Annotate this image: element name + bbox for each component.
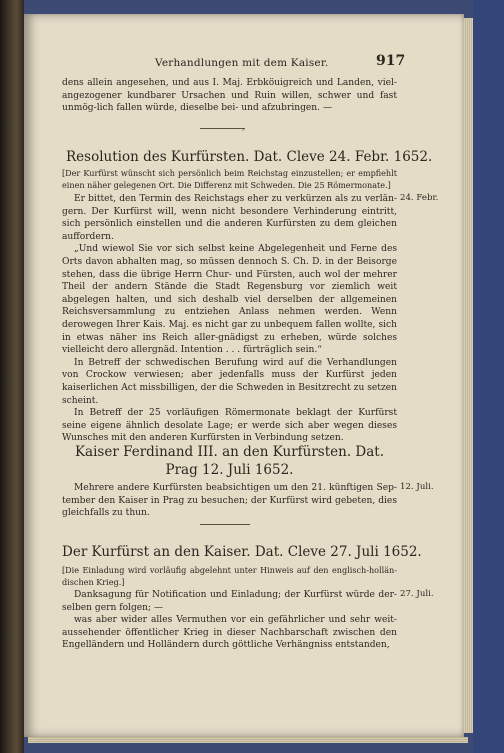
section-summary-resolution: [Der Kurfürst wünscht sich persönlich beim Reichstag einzustellen; er empfiehlt einen näher gelegenen Ort. Die Differenz mit Schweden. Die 25 Römermonate.] [62, 168, 397, 190]
section-summary-kurfuerst: [Die Einladung wird vorläufig abgelehnt unter Hinweis auf den englisch-hollän-dischen Krieg.] [62, 565, 397, 587]
paragraph: Er bittet, den Termin des Reichstags eher zu verkürzen als zu verlän-gern. Der Kurfürst will, wenn nicht besondere Verhinderung eintritt, sich persönlich einstellen und die anderen Kurfürsten zu dem gleichen auffordern. [62, 194, 397, 242]
intro-paragraph: dens allein angesehen, und aus I. Maj. Erbköuigreich und Landen, viel-angezogener kundbarer Ursachen und Ruin willen, schwer und fast unmög-lich fallen würde, dieselbe bei- und afzubringen. — [62, 78, 397, 114]
book-spine [0, 0, 24, 753]
divider [200, 128, 245, 129]
section-heading-kurfuerst: Der Kurfürst an den Kaiser. Dat. Cleve 27. Juli 1652. [62, 544, 422, 560]
paragraph: „Und wiewol Sie vor sich selbst keine Abgelegenheit und Ferne des Orts davon abhalten mag, so müssen dennoch S. Ch. D. in der Beisorge stehen, dass die übrige Herrn Chur- und Fürsten, auch wol der mehrer Theil der andern Stände die Stadt Regensburg vor ziemlich weit abgelegen halten, und sich deshalb viel derselben der allgemeinen Reichsversammlung zu entziehen Anlass nehmen werden. Wenn derowegen Ihrer Kais. Maj. es nicht gar zu unbequem fallen wollte, sich in etwas näher ins Reich aller-gnädigst zu erheben, würde solches vielleicht dero allergnäd. Intention . . . fürträglich sein.“ [62, 244, 397, 356]
paragraph: In Betreff der 25 vorläufigen Römermonate beklagt der Kurfürst seine eigene ähnlich desolate Lage; er werde sich aber wegen dieses Wunsches mit den anderen Kurfürsten in Verbindung setzen. [62, 408, 397, 444]
page-number: 917 [376, 53, 406, 69]
book-cover-cloth [473, 0, 504, 753]
margin-date: 27. Juli. [400, 589, 434, 599]
running-title: Verhandlungen mit dem Kaiser. [155, 57, 329, 69]
section-body-kaiser-ferdinand [62, 482, 397, 520]
paragraph: was aber wider alles Vermuthen vor ein gefährlicher und sehr weit-aussehender öffentlicher Krieg in dieser Nachbarschaft zwischen den Engelländern und Holländern durch göttliche Verhängniss entstanden, [62, 615, 397, 651]
divider [200, 524, 250, 525]
section-heading-resolution: Resolution des Kurfürsten. Dat. Cleve 24. Febr. 1652. [66, 149, 433, 165]
paragraph: In Betreff der schwedischen Berufung wird auf die Verhandlungen von Crockow verwiesen; aber jedenfalls muss der Kurfürst jeden kaiserlichen Act missbilligen, der die Schweden in Besitzrecht zu setzen scheint. [62, 357, 397, 406]
page-stack-bottom [28, 737, 468, 743]
section-body-kurfuerst [62, 589, 397, 652]
margin-date: 24. Febr. [400, 193, 439, 203]
margin-date: 12. Juli. [400, 482, 434, 492]
ink-mark: , [242, 123, 245, 132]
section-body-resolution [62, 193, 397, 445]
paragraph: Mehrere andere Kurfürsten beabsichtigen um den 21. künftigen Sep-tember den Kaiser in Prag zu besuchen; der Kurfürst wird gebeten, dies gleichfalls zu thun. [62, 483, 397, 519]
section-heading-kaiser-ferdinand: Kaiser Ferdinand III. an den Kurfürsten. Dat. Prag 12. Juli 1652. [74, 444, 385, 478]
paragraph: Danksagung für Notification und Einladung; der Kurfürst würde der-selben gern folgen; — [62, 590, 397, 613]
page-stack-edge [464, 18, 473, 733]
